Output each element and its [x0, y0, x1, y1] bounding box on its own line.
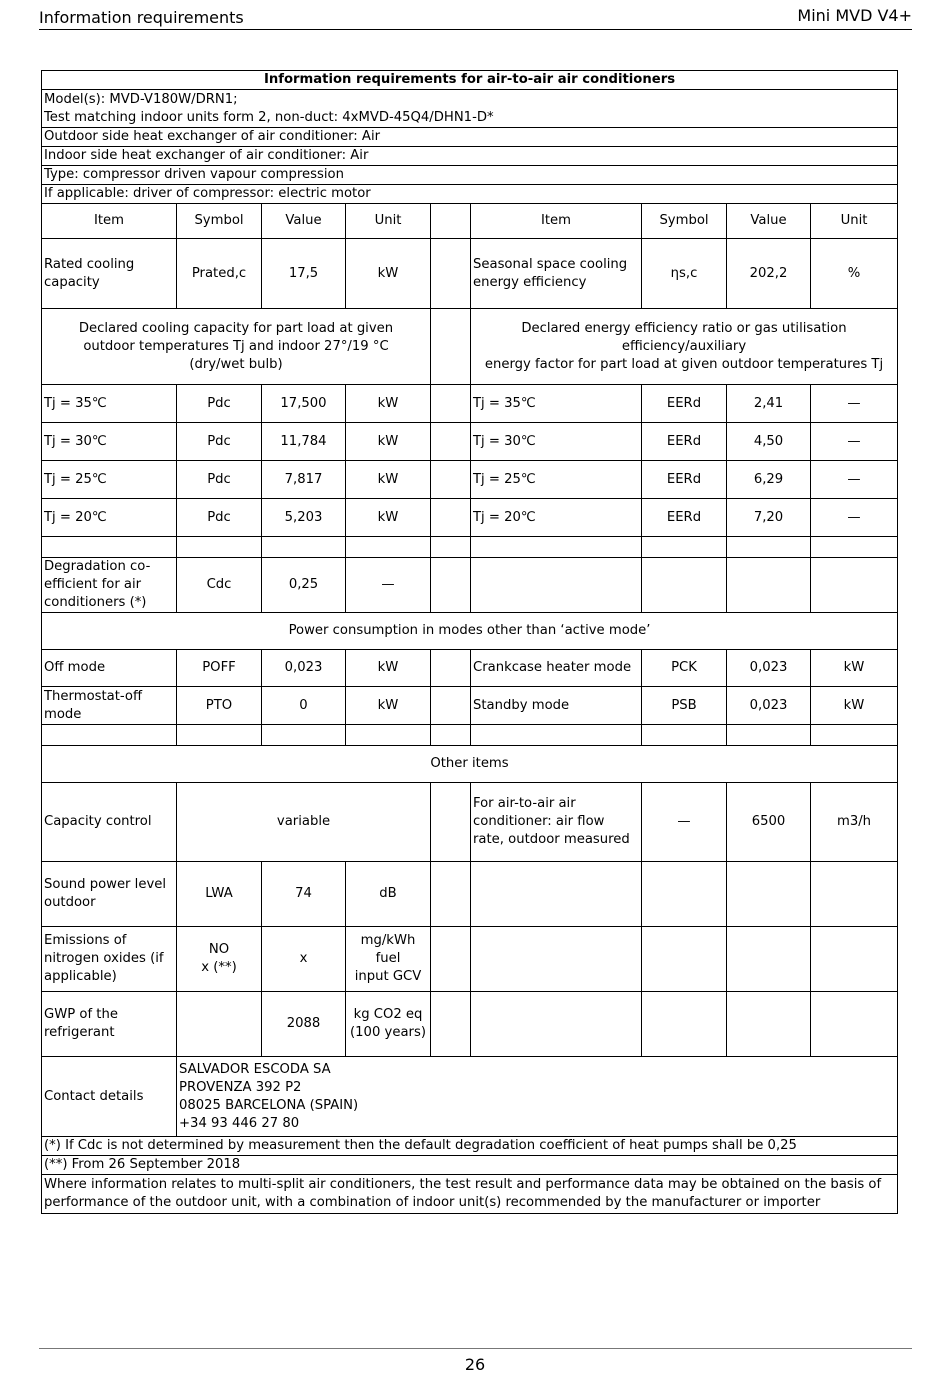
col-header-symbol: Symbol	[177, 204, 262, 239]
tj-value: 11,784	[262, 423, 346, 461]
note-multi-split: Where information relates to multi-split air conditioners, the test result and performance data may be obtained on the basis of performance of the outdoor unit, with a combination of indoor unit(s) recommended by the manufacturer or importer	[42, 1175, 898, 1214]
seer-symbol: ηs,c	[642, 239, 727, 309]
col-header-unit: Unit	[346, 204, 431, 239]
gwp-value: 2088	[262, 992, 346, 1057]
spacer-cell	[431, 385, 471, 423]
tj-value-2: 7,20	[727, 499, 811, 537]
empty-row	[42, 725, 898, 746]
power-unit-2: kW	[811, 650, 898, 687]
degradation-value: 0,25	[262, 558, 346, 613]
note-cdc: (*) If Cdc is not determined by measurement then the default degradation coefficient of heat pumps shall be 0,25	[42, 1137, 898, 1156]
gwp-item: GWP of the refrigerant	[42, 992, 177, 1057]
declared-capacity-heading: Declared cooling capacity for part load at given outdoor temperatures Tj and indoor 27°/19 °C (dry/wet bulb)	[42, 309, 431, 385]
sound-power-value: 74	[262, 862, 346, 927]
power-unit: kW	[346, 687, 431, 725]
degradation-row	[42, 558, 898, 613]
tj-item: Tj = 30℃	[42, 423, 177, 461]
nox-item: Emissions of nitrogen oxides (if applicable)	[42, 927, 177, 992]
power-unit-2: kW	[811, 687, 898, 725]
nox-unit: mg/kWh fuel input GCV	[346, 927, 431, 992]
note-row	[42, 1156, 898, 1175]
tj-item-2: Tj = 25℃	[471, 461, 642, 499]
spacer-cell	[431, 204, 471, 239]
tj-row	[42, 423, 898, 461]
empty-row	[42, 537, 898, 558]
type-row	[42, 166, 898, 185]
indoor-hx-cell: Indoor side heat exchanger of air conditioner: Air	[42, 147, 898, 166]
tj-symbol: Pdc	[177, 385, 262, 423]
tj-item: Tj = 35℃	[42, 385, 177, 423]
rated-unit: kW	[346, 239, 431, 309]
tj-symbol-2: EERd	[642, 423, 727, 461]
degradation-item: Degradation co-efficient for air conditioners (*)	[42, 558, 177, 613]
air-flow-unit: m3/h	[811, 783, 898, 862]
tj-item: Tj = 20℃	[42, 499, 177, 537]
driver-cell: If applicable: driver of compressor: electric motor	[42, 185, 898, 204]
tj-value: 5,203	[262, 499, 346, 537]
power-item: Thermostat-off mode	[42, 687, 177, 725]
power-value-2: 0,023	[727, 650, 811, 687]
models-cell: Model(s): MVD-V180W/DRN1; Test matching indoor units form 2, non-duct: 4xMVD-45Q4/DHN1-D*	[42, 90, 898, 128]
air-flow-item: For air-to-air air conditioner: air flow rate, outdoor measured	[471, 783, 642, 862]
tj-row	[42, 461, 898, 499]
power-symbol-2: PSB	[642, 687, 727, 725]
table-title-row	[42, 71, 898, 90]
tj-symbol: Pdc	[177, 499, 262, 537]
rated-item: Rated cooling capacity	[42, 239, 177, 309]
type-cell: Type: compressor driven vapour compression	[42, 166, 898, 185]
tj-symbol: Pdc	[177, 423, 262, 461]
tj-value: 17,500	[262, 385, 346, 423]
col-header-symbol-2: Symbol	[642, 204, 727, 239]
power-symbol: POFF	[177, 650, 262, 687]
power-item-2: Crankcase heater mode	[471, 650, 642, 687]
seer-value: 202,2	[727, 239, 811, 309]
note-date: (**) From 26 September 2018	[42, 1156, 898, 1175]
power-item-2: Standby mode	[471, 687, 642, 725]
tj-value: 7,817	[262, 461, 346, 499]
declared-row	[42, 309, 898, 385]
col-header-value-2: Value	[727, 204, 811, 239]
indoor-hx-row	[42, 147, 898, 166]
power-header-row	[42, 613, 898, 650]
rated-symbol: Prated,c	[177, 239, 262, 309]
col-header-item-2: Item	[471, 204, 642, 239]
header-product: Mini MVD V4+	[797, 6, 912, 25]
note-row	[42, 1175, 898, 1214]
outdoor-hx-cell: Outdoor side heat exchanger of air conditioner: Air	[42, 128, 898, 147]
tj-item: Tj = 25℃	[42, 461, 177, 499]
page-number: 26	[464, 1355, 486, 1374]
driver-row	[42, 185, 898, 204]
rated-row	[42, 239, 898, 309]
tj-item-2: Tj = 30℃	[471, 423, 642, 461]
capacity-control-value: variable	[177, 783, 431, 862]
tj-symbol-2: EERd	[642, 461, 727, 499]
spacer-cell	[431, 423, 471, 461]
sound-power-row	[42, 862, 898, 927]
rated-value: 17,5	[262, 239, 346, 309]
col-header-item: Item	[42, 204, 177, 239]
tj-item-2: Tj = 20℃	[471, 499, 642, 537]
seer-item: Seasonal space cooling energy efficiency	[471, 239, 642, 309]
tj-row	[42, 499, 898, 537]
information-requirements-table	[41, 70, 898, 1214]
tj-unit: kW	[346, 423, 431, 461]
seer-unit: %	[811, 239, 898, 309]
declared-eer-heading: Declared energy efficiency ratio or gas utilisation efficiency/auxiliary energy factor for part load at given outdoor temperatures Tj	[471, 309, 898, 385]
power-row	[42, 650, 898, 687]
header-rule	[39, 29, 912, 30]
power-item: Off mode	[42, 650, 177, 687]
air-flow-value: 6500	[727, 783, 811, 862]
tj-unit-2: —	[811, 385, 898, 423]
footer-rule	[39, 1348, 912, 1349]
power-symbol-2: PCK	[642, 650, 727, 687]
gwp-row	[42, 992, 898, 1057]
degradation-unit: —	[346, 558, 431, 613]
col-header-value: Value	[262, 204, 346, 239]
other-items-heading: Other items	[42, 746, 898, 783]
tj-value-2: 2,41	[727, 385, 811, 423]
tj-unit: kW	[346, 385, 431, 423]
power-value: 0,023	[262, 650, 346, 687]
spacer-cell	[431, 461, 471, 499]
power-value: 0	[262, 687, 346, 725]
contact-details: SALVADOR ESCODA SA PROVENZA 392 P2 08025 BARCELONA (SPAIN) +34 93 446 27 80	[177, 1057, 898, 1137]
nox-symbol: NO x (**)	[177, 927, 262, 992]
column-header-row	[42, 204, 898, 239]
nox-row	[42, 927, 898, 992]
tj-row	[42, 385, 898, 423]
note-row	[42, 1137, 898, 1156]
degradation-symbol: Cdc	[177, 558, 262, 613]
spacer-cell	[431, 239, 471, 309]
spacer-cell	[431, 650, 471, 687]
tj-symbol: Pdc	[177, 461, 262, 499]
nox-value: x	[262, 927, 346, 992]
capacity-control-row	[42, 783, 898, 862]
power-row	[42, 687, 898, 725]
tj-unit: kW	[346, 499, 431, 537]
sound-power-unit: dB	[346, 862, 431, 927]
outdoor-hx-row	[42, 128, 898, 147]
contact-label: Contact details	[42, 1057, 177, 1137]
other-items-header-row	[42, 746, 898, 783]
tj-unit-2: —	[811, 461, 898, 499]
tj-symbol-2: EERd	[642, 385, 727, 423]
tj-value-2: 4,50	[727, 423, 811, 461]
table-title: Information requirements for air-to-air air conditioners	[42, 71, 898, 90]
power-consumption-heading: Power consumption in modes other than ‘active mode’	[42, 613, 898, 650]
spacer-cell	[431, 499, 471, 537]
power-unit: kW	[346, 650, 431, 687]
power-value-2: 0,023	[727, 687, 811, 725]
contact-row	[42, 1057, 898, 1137]
col-header-unit-2: Unit	[811, 204, 898, 239]
power-symbol: PTO	[177, 687, 262, 725]
models-row	[42, 90, 898, 128]
tj-unit-2: —	[811, 423, 898, 461]
capacity-control-item: Capacity control	[42, 783, 177, 862]
spacer-cell	[431, 309, 471, 385]
sound-power-item: Sound power level outdoor	[42, 862, 177, 927]
sound-power-symbol: LWA	[177, 862, 262, 927]
tj-unit: kW	[346, 461, 431, 499]
tj-unit-2: —	[811, 499, 898, 537]
spacer-cell	[431, 687, 471, 725]
tj-item-2: Tj = 35℃	[471, 385, 642, 423]
air-flow-symbol: —	[642, 783, 727, 862]
header-title: Information requirements	[39, 8, 244, 27]
tj-value-2: 6,29	[727, 461, 811, 499]
spacer-cell	[431, 783, 471, 862]
tj-symbol-2: EERd	[642, 499, 727, 537]
gwp-unit: kg CO2 eq (100 years)	[346, 992, 431, 1057]
